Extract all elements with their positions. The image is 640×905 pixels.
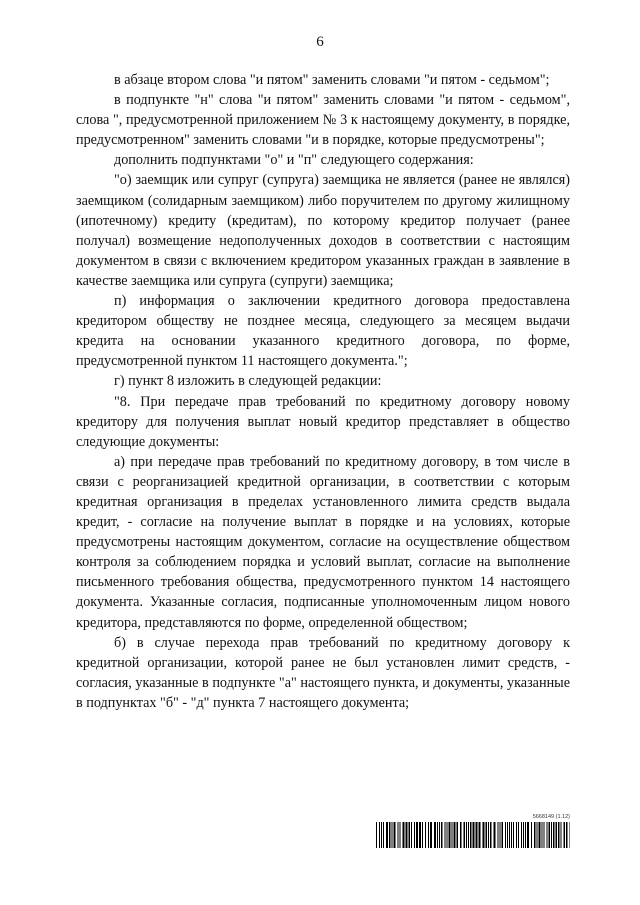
paragraph-1: в абзаце втором слова "и пятом" заменить словами "и пятом - седьмом";	[114, 72, 550, 88]
paragraph-4: "о) заемщик или супруг (супруга) заемщика не является (ранее не являлся) заемщиком (солидарным заемщиком) либо поручителем по другому жилищному (ипотечному) кредиту (кредитам), по которому кредитор получает (ранее получал) возмещение недополученных доходов в соответствии с настоящим документом в связи с включением кредитором указанных граждан в заявление в качестве заемщика или супруга (супруги) заемщика;	[76, 172, 570, 289]
page-number: 6	[316, 34, 324, 50]
paragraph-9: б) в случае перехода прав требований по кредитному договору к кредитной организации, которой ранее не был установлен лимит средств, - согласия, указанные в подпункте "а" настоящего пункта, и документы, указанные в подпунктах "б" - "д" пункта 7 настоящего документа;	[76, 634, 570, 711]
paragraph-5: п) информация о заключении кредитного договора предоставлена кредитором обществу не позднее месяца, следующего за месяцем выдачи кредита на основании указанного кредитного договора, по форме, предусмотренной пунктом 11 настоящего документа.";	[76, 293, 570, 370]
barcode-caption: 5668149 (1.12)	[532, 814, 570, 820]
paragraph-3: дополнить подпунктами "о" и "п" следующего содержания:	[114, 152, 474, 169]
document-body	[76, 70, 570, 713]
paragraph-6: г) пункт 8 изложить в следующей редакции:	[114, 373, 382, 390]
paragraph-7: "8. При передаче прав требований по кредитному договору новому кредитору для получения выплат новый кредитор представляет в общество следующие документы:	[76, 393, 570, 450]
paragraph-8: а) при передаче прав требований по кредитному договору, в том числе в связи с реорганизацией кредитной организации, в соответствии с которым кредитная организация в пределах установленного лимита средств выдала кредит, - согласие на получение выплат в порядке и на условиях, которые предусмотрены настоящим документом, согласие на осуществление обществом контроля за соблюдением порядка и условий выплат, согласие на выполнение письменного требования общества, предусмотренного пунктом 14 настоящего документа. Указанные согласия, подписанные уполномоченным лицом нового кредитора, представляются по форме, определенной обществом;	[76, 453, 570, 631]
paragraph-2: в подпункте "н" слова "и пятом" заменить словами "и пятом - седьмом", слова ", предусмотренной приложением № 3 к настоящему документу, в порядке, предусмотренном" заменить словами "и в порядке, которые предусмотрены";	[76, 92, 570, 149]
barcode-image	[376, 822, 570, 848]
